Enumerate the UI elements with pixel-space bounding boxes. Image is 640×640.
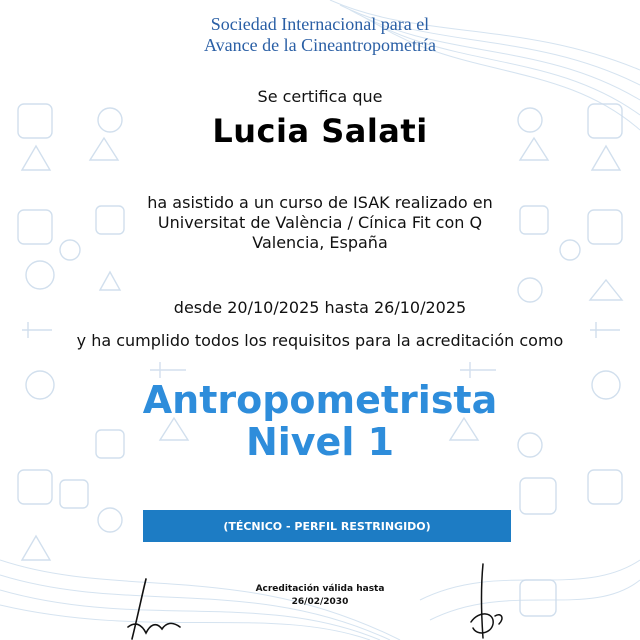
accreditation-level: Nivel 1 [245,420,395,464]
right-signature [455,560,515,640]
course-venue: Universitat de València / Cínica Fit con Q [157,213,483,232]
organization-name-line2: Avance de la Cineantropometría [203,35,437,55]
profile-banner-text: (TÉCNICO - PERFIL RESTRINGIDO) [223,519,431,533]
validity-label: Acreditación válida hasta [255,584,385,594]
accreditation-title: Antropometrista [142,378,498,422]
left-signature [118,575,208,640]
recipient-name: Lucia Salati [212,112,428,150]
certify-intro: Se certifica que [257,87,383,106]
course-description: ha asistido a un curso de ISAK realizado en [147,193,493,212]
organization-name-line1: Sociedad Internacional para el [210,14,430,34]
validity-date: 26/02/2030 [291,597,349,607]
requirements-statement: y ha cumplido todos los requisitos para la acreditación como [76,331,564,350]
course-location: Valencia, España [252,233,388,252]
profile-banner [143,510,511,542]
course-dates: desde 20/10/2025 hasta 26/10/2025 [173,298,467,317]
